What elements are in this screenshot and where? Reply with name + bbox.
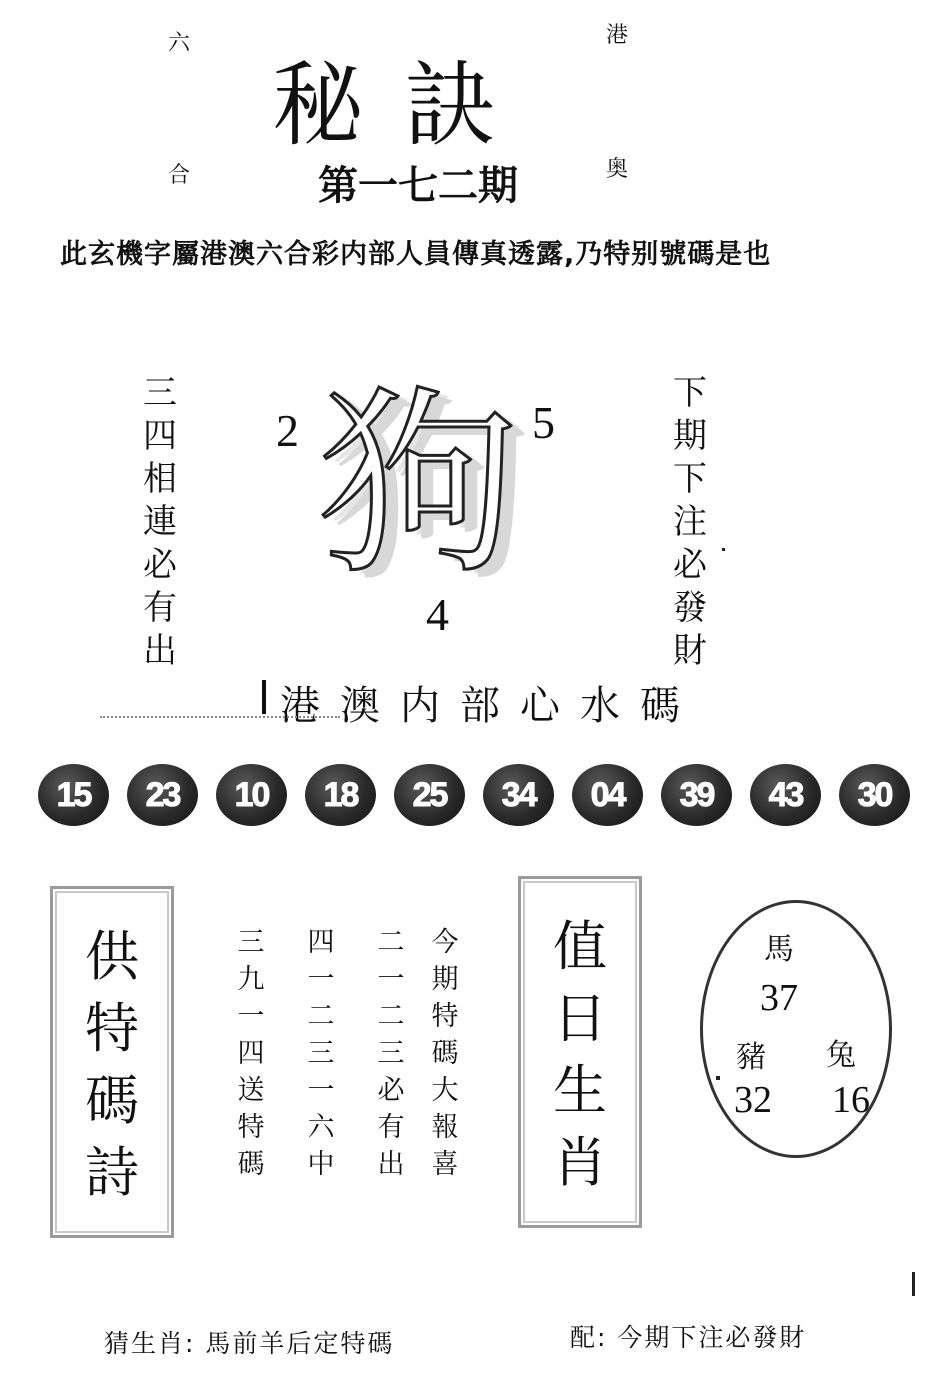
heading-marker [262,680,266,714]
corner-char-mid-left: 合 [168,163,191,188]
box-char: 碼 [85,1069,139,1132]
poem-char: 報 [431,1112,459,1143]
poem-column [428,924,462,1183]
riddle-right-char: 下 [673,459,707,499]
riddle-right-char: 財 [673,631,707,671]
issue-number: 第一七二期 [318,162,518,209]
corner-char-mid-right: 奥 [606,157,629,182]
number-ball: 34 [483,764,554,826]
riddle-right-column [668,372,712,673]
poem [234,924,462,1183]
poem-char: 四 [307,927,335,958]
intro-text: 此玄機字屬港澳六合彩内部人員傳真透露,乃特别號碼是也 [60,239,772,270]
number-balls-row [38,764,910,826]
poem-char: 九 [237,964,265,995]
number-ball: 15 [38,764,109,826]
corner-char-top-left: 六 [168,31,191,56]
poem-char: 六 [307,1112,335,1143]
poem-char: 特 [431,1001,459,1032]
poem-char: 碼 [237,1149,265,1180]
zodiac-right-number: 16 [832,1079,870,1121]
footer-right: 配: 今期下注必發財 [570,1323,807,1352]
zodiac-left-name: 豬 [736,1040,766,1075]
page-title: 秘訣 [272,52,537,159]
box-char: 詩 [85,1141,139,1204]
poem-char: 二 [377,1001,405,1032]
daily-zodiac-box [518,876,642,1228]
poem-char: 一 [307,964,335,995]
poem-char: 必 [377,1075,405,1106]
box-char: 肖 [553,1131,607,1194]
riddle-right-char: 注 [673,502,707,542]
poem-char: 期 [431,964,459,995]
scan-speck [722,548,725,551]
box-char: 特 [85,997,139,1060]
riddle-right-char: 發 [673,588,707,628]
poem-char: 三 [237,927,265,958]
number-ball: 43 [750,764,821,826]
number-ball: 30 [839,764,910,826]
corner-char-top-right: 港 [606,23,629,48]
scan-speck [716,1076,720,1080]
riddle-left-char: 四 [143,416,177,456]
number-ball: 10 [216,764,287,826]
number-ball: 25 [394,764,465,826]
poem-char: 二 [377,927,405,958]
riddle-right-char: 下 [673,373,707,413]
riddle-number-bottom: 4 [426,589,449,640]
section-heading: 港澳内部心水碼 [280,683,700,729]
riddle-left-char: 相 [143,459,177,499]
number-ball: 18 [305,764,376,826]
riddle-left-char: 必 [143,545,177,585]
number-ball: 39 [661,764,732,826]
poem-char: 三 [377,1038,405,1069]
special-code-poem-box [50,886,174,1238]
zodiac-left-number: 32 [734,1079,772,1121]
box-char: 值 [553,915,607,978]
riddle-left-char: 有 [143,588,177,628]
box-char: 生 [553,1059,607,1122]
poem-char: 三 [307,1038,335,1069]
decorative-line [100,716,340,720]
riddle-left-char: 三 [143,373,177,413]
poem-char: 有 [377,1112,405,1143]
poem-char: 一 [307,1075,335,1106]
number-ball: 23 [127,764,198,826]
poem-char: 中 [307,1149,335,1180]
poem-char: 四 [237,1038,265,1069]
poem-char: 一 [237,1001,265,1032]
poem-char: 特 [237,1112,265,1143]
poem-char: 今 [431,927,459,958]
riddle-right-char: 必 [673,545,707,585]
poem-char: 碼 [431,1038,459,1069]
riddle-right-char: 期 [673,416,707,456]
riddle-number-left: 2 [276,405,299,456]
poem-char: 送 [237,1075,265,1106]
zodiac-top-name: 馬 [764,932,794,967]
riddle-center-character: 狗 [318,369,519,602]
riddle-left-column [138,372,182,673]
box-char: 日 [553,987,607,1050]
number-ball: 04 [572,764,643,826]
poem-char: 二 [307,1001,335,1032]
riddle-left-char: 出 [143,631,177,671]
poem-column [234,924,268,1183]
poem-column [304,924,338,1183]
footer-left: 猜生肖: 馬前羊后定特碼 [104,1329,395,1358]
riddle-number-right: 5 [532,397,555,448]
zodiac-right-name: 兔 [826,1038,856,1073]
riddle-left-char: 連 [143,502,177,542]
poem-column [374,924,408,1183]
poem-char: 喜 [431,1149,459,1180]
scan-speck [912,1272,915,1296]
poem-char: 大 [431,1075,459,1106]
zodiac-top-number: 37 [760,977,798,1019]
poem-char: 出 [377,1149,405,1180]
poem-char: 一 [377,964,405,995]
box-char: 供 [85,925,139,988]
